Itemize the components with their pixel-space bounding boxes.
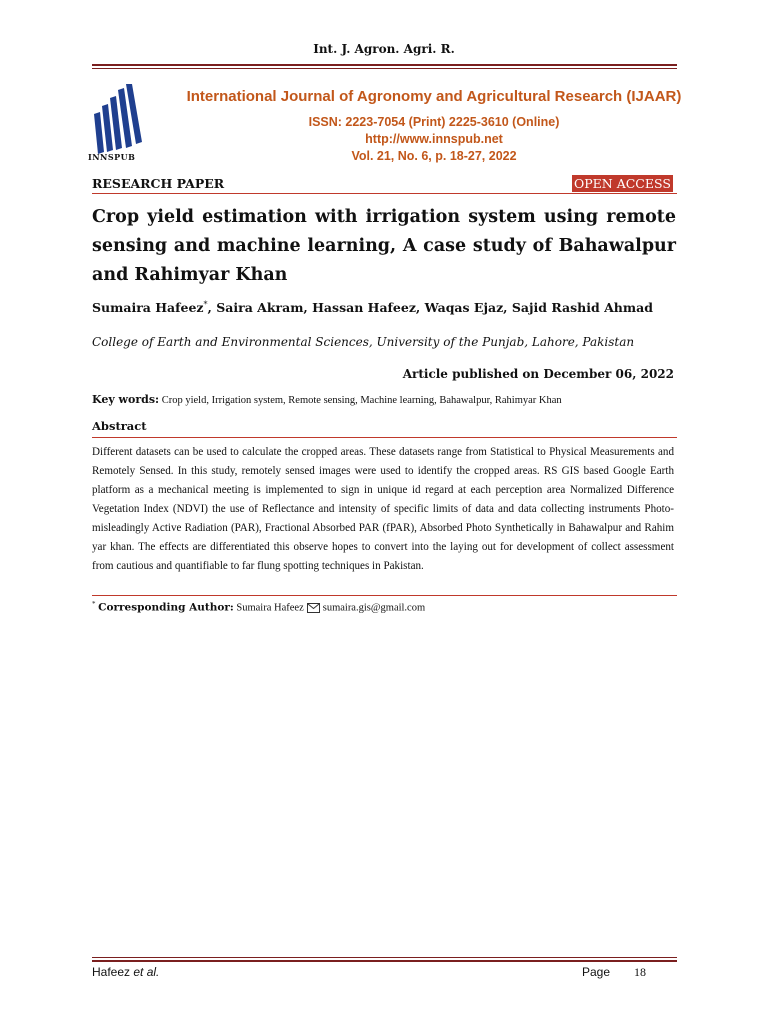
- footer-author-name: Hafeez: [92, 965, 131, 979]
- paper-type: RESEARCH PAPER: [92, 176, 225, 191]
- corr-mark: *: [92, 600, 96, 608]
- header-rule-thin: [92, 68, 677, 69]
- keywords: [92, 393, 562, 406]
- journal-issn: ISSN: 2223-7054 (Print) 2225-3610 (Online): [308, 115, 560, 129]
- other-authors: , Saira Akram, Hassan Hafeez, Waqas Ejaz, Sajid Rashid Ahmad: [207, 300, 653, 316]
- paper-type-rule: [92, 193, 677, 194]
- corr-email[interactable]: sumaira.gis@gmail.com: [322, 602, 426, 614]
- envelope-icon: [307, 603, 320, 613]
- footer-etal: et al.: [133, 965, 160, 979]
- journal-name: International Journal of Agronomy and Agricultural Research (IJAAR): [186, 88, 682, 105]
- abstract-top-rule: [92, 437, 677, 438]
- keywords-text: Crop yield, Irrigation system, Remote sensing, Machine learning, Bahawalpur, Rahimyar Khan: [161, 395, 562, 406]
- journal-url[interactable]: http://www.innspub.net: [365, 132, 503, 146]
- abstract-bottom-rule: [92, 595, 677, 596]
- header-rule-thick: [92, 64, 677, 66]
- running-head: Int. J. Agron. Agri. R.: [313, 42, 455, 56]
- footer-rule-thick: [92, 960, 677, 962]
- footer-rule-thin: [92, 957, 677, 958]
- open-access-badge: OPEN ACCESS: [574, 176, 671, 191]
- innspub-logo-icon: [92, 84, 150, 162]
- corr-label: Corresponding Author:: [98, 601, 234, 614]
- abstract-heading: Abstract: [92, 419, 147, 433]
- corr-name: Sumaira Hafeez: [236, 602, 304, 614]
- keywords-label: Key words:: [92, 393, 160, 406]
- footer-page-label: Page: [582, 965, 611, 979]
- footer-page-number: 18: [634, 965, 646, 979]
- journal-volume: Vol. 21, No. 6, p. 18-27, 2022: [351, 149, 517, 163]
- publication-date: Article published on December 06, 2022: [402, 367, 674, 381]
- corresponding-author: [92, 600, 425, 614]
- affiliation: College of Earth and Environmental Sciences, University of the Punjab, Lahore, Pakistan: [92, 335, 635, 349]
- author-list: [92, 300, 653, 315]
- corresponding-mark: *: [203, 300, 208, 309]
- paper-title: Crop yield estimation with irrigation system using remote sensing and machine learning, A case study of Bahawalpur and Rahimyar Khan: [92, 207, 676, 285]
- footer-author: [92, 965, 159, 979]
- abstract-body: Different datasets can be used to calculate the cropped areas. These datasets range from Statistical to Physical Measurements and Remotely Sensed. In this study, remotely sensed images were used to identify the cropped areas. RS GIS based Google Earth platform as a mechanical meeting is implemented to sign in unique id regard at each perception area Normalized Difference Vegetation Index (NDVI) the use of Reflectance and intensity of specific limits of data and data collecting instruments Photo-misleadingly Active Radiation (PAR), Fractional Absorbed PAR (fPAR), Absorbed Photo Synthetically in Bahawalpur and Rahim yar khan. The effects are differentiated this observe hopes to convert into the laying out for development of collect assessment from cautious and quantifiable to far flung spotting techniques in Pakistan.: [92, 446, 674, 572]
- logo-text: INNSPUB: [88, 152, 136, 162]
- first-author: Sumaira Hafeez: [92, 300, 204, 316]
